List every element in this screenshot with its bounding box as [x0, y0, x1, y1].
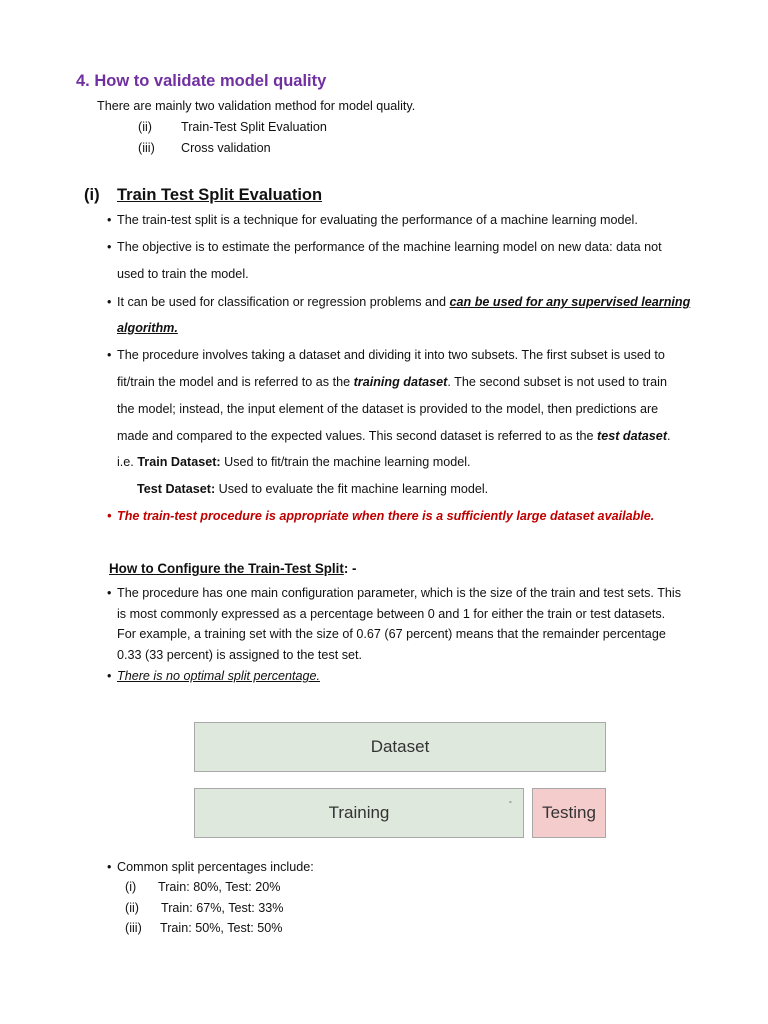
configure-heading: [109, 561, 356, 576]
bullet-text: is most commonly expressed as a percentage between 0 and 1 for either the train or test datasets.: [117, 606, 666, 621]
emphasis-text: algorithm.: [117, 321, 178, 335]
list-item: [138, 120, 438, 136]
plain-text: fit/train the model and is referred to as the: [117, 375, 354, 389]
subsection-number: (i): [84, 186, 100, 204]
bullet-text: The train-test split is a technique for evaluating the performance of a machine learning model.: [117, 213, 638, 227]
testing-label: Testing: [542, 803, 596, 822]
plain-text: made and compared to the expected values. This second dataset is referred to as the: [117, 429, 598, 443]
training-label: Training: [328, 803, 390, 822]
list-number: (iii): [125, 921, 142, 935]
emphasis-text: can be used for any supervised learning: [449, 295, 691, 309]
bullet-item: [0, 289, 768, 343]
bullet-text: [117, 289, 690, 316]
training-box: [194, 788, 524, 838]
bullet-text: used to train the model.: [117, 267, 249, 281]
bullet-text: The procedure involves taking a dataset and dividing it into two subsets. The first subset is used to: [117, 348, 665, 362]
bullet-item: [0, 860, 768, 878]
bullet-icon: •: [107, 348, 112, 362]
list-item: [125, 901, 425, 919]
bullet-icon: •: [107, 669, 112, 683]
configure-heading-text: How to Configure the Train-Test Split: [109, 561, 344, 576]
list-text: Train: 50%, Test: 50%: [160, 921, 283, 935]
bullet-icon: •: [107, 860, 112, 874]
list-text: Train-Test Split Evaluation: [181, 120, 327, 134]
list-text: Train: 80%, Test: 20%: [158, 880, 281, 894]
no-optimal-note: There is no optimal split percentage.: [117, 669, 321, 683]
bullet-text: [117, 369, 667, 396]
list-number: (i): [125, 880, 137, 894]
dataset-box: [194, 722, 606, 772]
bullet-icon: •: [107, 240, 112, 254]
definition-text: Used to fit/train the machine learning model.: [220, 455, 471, 469]
testing-box: [532, 788, 606, 838]
plain-text: .: [667, 429, 671, 443]
dataset-label: Dataset: [370, 737, 430, 756]
term-training-dataset: training dataset: [353, 375, 448, 389]
list-text: Cross validation: [181, 141, 271, 155]
definition-test: [137, 476, 717, 503]
small-mark: °: [509, 801, 512, 808]
bullet-item: [0, 234, 768, 288]
list-text: Train: 67%, Test: 33%: [161, 901, 284, 915]
bullet-item: [0, 342, 768, 450]
bullet-text: The procedure has one main configuration parameter, which is the size of the train and test sets. This: [117, 586, 681, 600]
definition-text: Used to evaluate the fit machine learning model.: [215, 482, 489, 496]
bullet-icon: •: [107, 295, 112, 309]
list-item: [125, 921, 425, 939]
bullet-item: [0, 666, 768, 687]
term-test-dataset: test dataset: [597, 429, 668, 443]
bullet-icon: •: [107, 213, 112, 227]
bullet-item: [0, 583, 768, 665]
bullet-icon: •: [107, 586, 112, 600]
intro-text: There are mainly two validation method for model quality.: [97, 99, 416, 113]
bullet-item: [0, 503, 768, 530]
bullet-icon: •: [107, 509, 112, 523]
bullet-item: [0, 207, 768, 234]
list-number: (ii): [125, 901, 139, 915]
list-item: [125, 880, 425, 898]
bullet-text: the model; instead, the input element of the dataset is provided to the model, then predictions are: [117, 402, 659, 416]
definition-train: [117, 449, 717, 476]
plain-text: . The second subset is not used to train: [447, 375, 667, 389]
train-test-diagram: [186, 705, 620, 851]
bullet-text: Common split percentages include:: [117, 860, 314, 874]
highlight-note: The train-test procedure is appropriate when there is a sufficiently large dataset available.: [117, 509, 655, 523]
bullet-text: For example, a training set with the size of 0.67 (67 percent) means that the remainder percentage: [117, 627, 666, 641]
definition-label: Test Dataset:: [137, 482, 216, 496]
list-number: (ii): [138, 120, 152, 134]
ie-prefix: i.e.: [117, 455, 138, 469]
bullet-text: 0.33 (33 percent) is assigned to the test set.: [117, 647, 363, 662]
subsection-heading: [84, 186, 384, 208]
configure-heading-suffix: : -: [343, 561, 357, 576]
subsection-title: Train Test Split Evaluation: [117, 186, 323, 204]
plain-text: It can be used for classification or regression problems and: [117, 295, 450, 309]
bullet-text: The objective is to estimate the performance of the machine learning model on new data: data not: [117, 240, 662, 254]
section-heading: 4. How to validate model quality: [76, 72, 327, 90]
list-item: [138, 141, 438, 157]
definition-label: Train Dataset:: [137, 455, 221, 469]
bullet-text: [117, 423, 671, 450]
list-number: (iii): [138, 141, 155, 155]
